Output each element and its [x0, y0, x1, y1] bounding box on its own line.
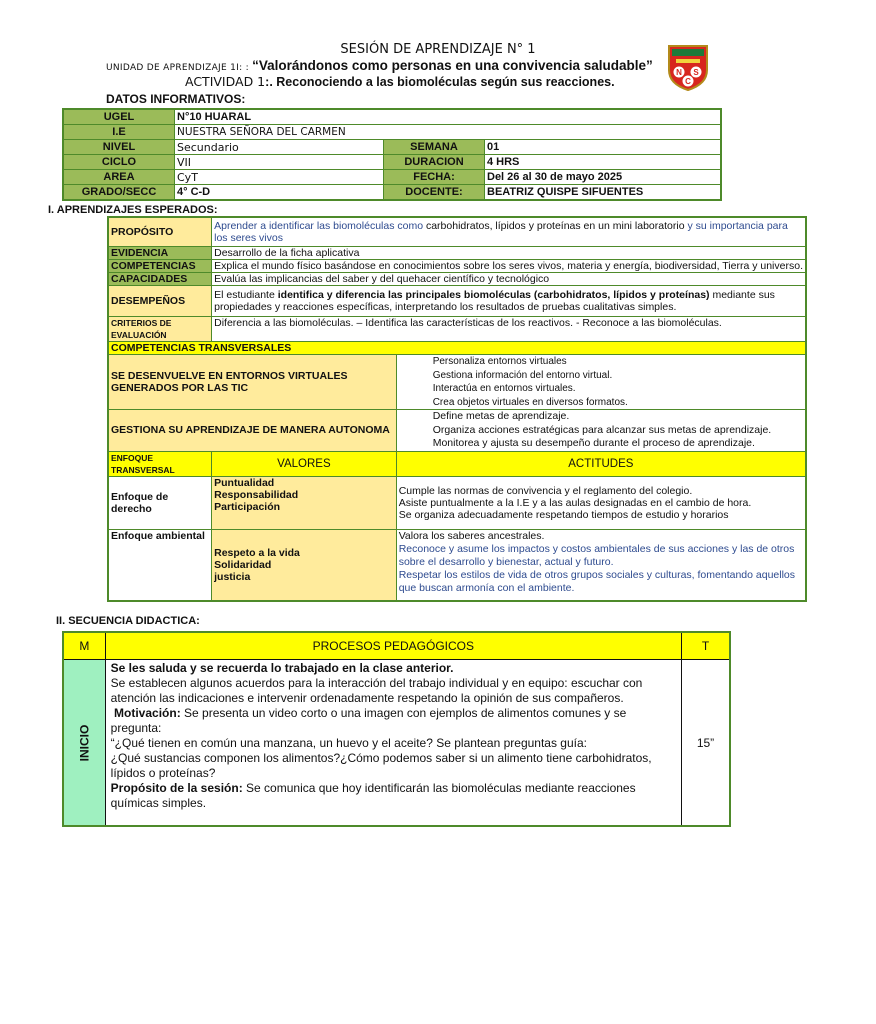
saludo-text: Se les saluda y se recuerda lo trabajado en la clase anterior. — [110, 661, 454, 675]
m-header: M — [63, 632, 105, 660]
ugel-value: N°10 HUARAL — [175, 109, 722, 125]
proposito-line — [111, 781, 676, 811]
table-row — [108, 342, 806, 355]
actividad-sep: : — [265, 75, 270, 89]
actitudes-label: ACTITUDES — [396, 451, 806, 476]
school-shield-logo — [666, 44, 710, 97]
proposito-sesion-text: Se comunica que hoy identificarán las biomoléculas mediante reacciones químicas simples. — [110, 781, 636, 810]
list-item: Organiza acciones estratégicas para alcanzar sus metas de aprendizaje. — [432, 423, 772, 436]
motivacion-line — [111, 706, 676, 736]
ugel-label: UGEL — [63, 109, 175, 125]
secuencia-table — [62, 631, 731, 827]
evidencia-value: Desarrollo de la ficha aplicativa — [212, 247, 806, 260]
table-row — [108, 273, 806, 286]
motivacion-text: Se presenta un video corto o una imagen con ejemplos de alimentos comunes y se pregunta: — [110, 706, 627, 735]
table-row — [108, 529, 806, 601]
table-row — [108, 476, 806, 529]
table-row — [63, 632, 730, 660]
table-row — [63, 109, 721, 125]
actividad-label: ACTIVIDAD 1 — [185, 74, 266, 89]
table-row — [63, 170, 721, 185]
unidad-sep: I: : — [236, 63, 253, 73]
list-item: Valora los saberes ancestrales. — [398, 529, 545, 542]
list-item: Se organiza adecuadamente respetando tiempos de estudio y horarios — [398, 508, 729, 521]
area-value: CyT — [175, 170, 384, 185]
derecho-valores — [212, 476, 397, 529]
unidad-title: “Valorándonos como personas en una convivencia saludable” — [252, 58, 653, 73]
section-secuencia-heading: II. SECUENCIA DIDACTICA: — [56, 615, 200, 627]
table-row — [108, 317, 806, 342]
procesos-header: PROCESOS PEDAGÓGICOS — [105, 632, 681, 660]
proposito-cell — [212, 217, 806, 247]
table-row — [108, 217, 806, 247]
inicio-time: 15” — [682, 660, 731, 827]
unidad-label: UNIDAD DE APRENDIZAJE 1 — [106, 63, 237, 73]
proposito-label: PROPÓSITO — [108, 217, 212, 247]
table-row — [108, 286, 806, 317]
list-item: Personaliza entornos virtuales — [432, 356, 567, 367]
transversales-label: COMPETENCIAS TRANSVERSALES — [108, 342, 806, 355]
table-row — [108, 410, 806, 452]
fecha-value: Del 26 al 30 de mayo 2025 — [485, 170, 722, 185]
table-row — [108, 355, 806, 410]
proposito-sesion-label: Propósito de la sesión: — [110, 781, 243, 795]
proposito-text-b: carbohidratos, lípidos y proteínas en un mini laboratorio — [425, 220, 688, 232]
desempenos-cell — [212, 286, 806, 317]
ie-label: I.E — [63, 125, 175, 140]
evidencia-label: EVIDENCIA — [108, 247, 212, 260]
grado-value: 4° C-D — [175, 185, 384, 201]
fecha-label: FECHA: — [384, 170, 485, 185]
list-item: Reconoce y asume los impactos y costos ambientales de sus acciones y las de otros sobre el desarrollo y bienestar, actual y futuro. — [398, 542, 795, 568]
list-item: Define metas de aprendizaje. — [432, 410, 570, 422]
list-item: Respetar los estilos de vida de otros grupos sociales y culturas, fomentando aquellos que buscan armonía con el ambiente. — [398, 568, 796, 594]
gestiona-label: GESTIONA SU APRENDIZAJE DE MANERA AUTONOMA — [108, 410, 396, 452]
table-row — [63, 140, 721, 155]
session-title: SESIÓN DE APRENDIZAJE N° 1 — [340, 42, 536, 57]
tic-items — [396, 355, 806, 410]
grado-label: GRADO/SECC — [63, 185, 175, 201]
desempenos-text-a: El estudiante — [214, 289, 278, 301]
inicio-cell — [63, 660, 105, 827]
list-item: Solidaridad — [214, 558, 272, 571]
pregunta-2: ¿Qué sustancias componen los alimentos?¿Cómo podemos saber si un alimento tiene carbohidratos, lípidos o proteínas? — [110, 751, 652, 780]
ambiental-valores — [212, 529, 397, 601]
derecho-label: Enfoque de derecho — [108, 476, 212, 529]
semana-value: 01 — [485, 140, 722, 155]
list-item: Gestiona información del entorno virtual. — [432, 369, 613, 381]
logo-letter-c: C — [685, 77, 691, 86]
ambiental-label: Enfoque ambiental — [108, 529, 212, 601]
desempenos-text-c: mediante sus propiedades y reacciones específicas, interpretando los resultados de pruebas cualitativas simples. — [214, 289, 775, 313]
nivel-label: NIVEL — [63, 140, 175, 155]
acuerdos-text: Se establecen algunos acuerdos para la interacción del trabajo individual y en equipo: escuchar con atención las indicaciones e intervenir ordenadamente respetando la opinión de sus compañeros. — [110, 676, 643, 705]
table-row — [63, 125, 721, 140]
t-header: T — [682, 632, 731, 660]
capacidades-label: CAPACIDADES — [108, 273, 212, 286]
docente-label: DOCENTE: — [384, 185, 485, 201]
area-label: AREA — [63, 170, 175, 185]
list-item: Participación — [214, 500, 281, 513]
list-item: Responsabilidad — [214, 488, 299, 501]
inicio-procesos — [105, 660, 681, 827]
competencias-value: Explica el mundo físico basándose en conocimientos sobre los seres vivos, materia y energía, biodiversidad, Tierra y universo. — [212, 260, 806, 273]
tic-label: SE DESENVUELVE EN ENTORNOS VIRTUALES GENERADOS POR LAS TIC — [108, 355, 396, 410]
list-item: justicia — [214, 570, 251, 583]
gestiona-items — [396, 410, 806, 452]
ambiental-actitudes — [396, 529, 806, 601]
motivacion-label: Motivación: — [114, 706, 181, 720]
criterios-value: Diferencia a las biomoléculas. – Identifica las características de los reactivos. - Reconoce a las biomoléculas. — [212, 317, 806, 342]
desempenos-text-b: identifica y diferencia las principales biomoléculas (carbohidratos, lípidos y proteínas) — [277, 289, 710, 301]
list-item: Crea objetos virtuales en diversos formatos. — [432, 396, 628, 408]
capacidades-value: Evalúa las implicancias del saber y del quehacer científico y tecnológico — [212, 273, 806, 286]
competencias-label: COMPETENCIAS — [108, 260, 212, 273]
table-row — [63, 185, 721, 201]
list-item: Puntualidad — [214, 476, 275, 489]
valores-label: VALORES — [212, 451, 397, 476]
unidad-line — [106, 58, 653, 73]
ie-value: NUESTRA SEÑORA DEL CARMEN — [175, 125, 722, 140]
datos-table — [62, 108, 722, 201]
enfoque-label: ENFOQUE TRANSVERSAL — [108, 451, 212, 476]
nivel-value: Secundario — [175, 140, 384, 155]
list-item: Cumple las normas de convivencia y el reglamento del colegio. — [398, 484, 693, 497]
list-item: Respeto a la vida — [214, 546, 300, 559]
desempenos-label: DESEMPEÑOS — [108, 286, 212, 317]
list-item: Monitorea y ajusta su desempeño durante el proceso de aprendizaje. — [432, 437, 755, 449]
table-row — [63, 660, 730, 827]
inicio-label: INICIO — [77, 724, 92, 761]
actividad-line — [185, 74, 615, 89]
duracion-label: DURACION — [384, 155, 485, 170]
actividad-title: . Reconociendo a las biomoléculas según sus reacciones. — [269, 75, 615, 89]
ciclo-value: VII — [175, 155, 384, 170]
aprendizajes-table — [107, 216, 807, 602]
semana-label: SEMANA — [384, 140, 485, 155]
table-row — [108, 260, 806, 273]
logo-letter-s: S — [693, 68, 699, 77]
docente-value: BEATRIZ QUISPE SIFUENTES — [485, 185, 722, 201]
logo-letter-n: N — [676, 68, 682, 77]
ciclo-label: CICLO — [63, 155, 175, 170]
list-item: Asiste puntualmente a la I.E y a las aulas designadas en el cambio de hora. — [398, 496, 752, 509]
derecho-actitudes — [396, 476, 806, 529]
section-aprendizajes-heading: I. APRENDIZAJES ESPERADOS: — [48, 204, 218, 216]
table-row — [63, 155, 721, 170]
duracion-value: 4 HRS — [485, 155, 722, 170]
table-row — [108, 247, 806, 260]
proposito-text-a: Aprender a identificar las biomoléculas como — [214, 220, 426, 232]
table-row — [108, 451, 806, 476]
list-item: Interactúa en entornos virtuales. — [432, 383, 576, 394]
proposito-text-c: y su importancia para los seres vivos — [214, 220, 788, 244]
criterios-label: CRITERIOS DE EVALUACIÓN — [108, 317, 212, 342]
pregunta-1: “¿Qué tienen en común una manzana, un huevo y el aceite? Se plantean preguntas guía: — [110, 736, 587, 750]
datos-heading: DATOS INFORMATIVOS: — [106, 92, 246, 106]
